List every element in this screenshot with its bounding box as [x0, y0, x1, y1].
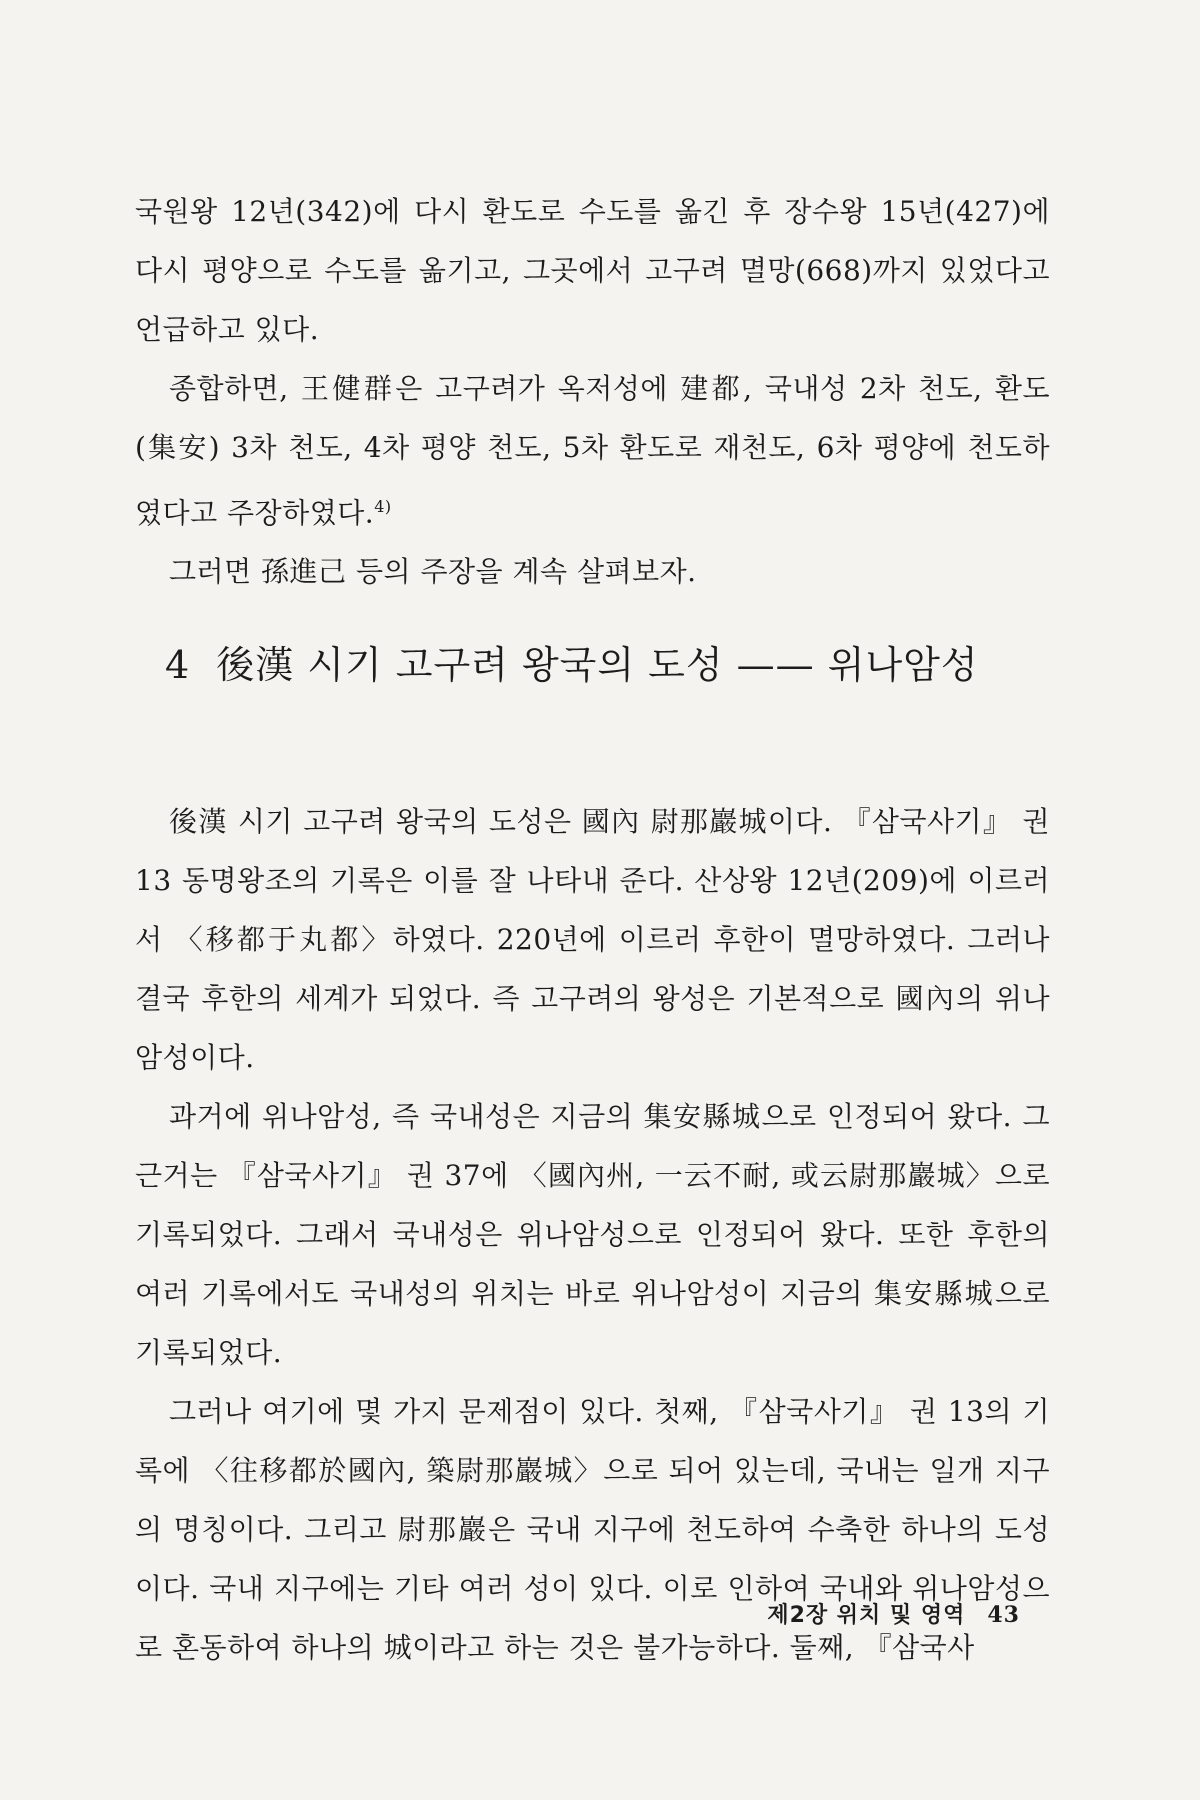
paragraph: 그러면 孫進己 등의 주장을 계속 살펴보자. [169, 555, 697, 589]
paragraph: 과거에 위나암성, 즉 국내성은 지금의 集安縣城으로 인정되어 왔다. 그 근거는 『삼국사기』 권 37에 〈國內州, 一云不耐, 或云尉那巖城〉으로 기록되었다. 그래서 국내성은 위나암성으로 인정되어 왔다. 또한 후한의 여러 기록에서도 국내성의 위치는 바로 위나암성이 지금의 集安縣城으로 기록되었다. [135, 1100, 1050, 1369]
paragraph: 그러나 여기에 몇 가지 문제점이 있다. 첫째, 『삼국사기』 권 13의 기록에 〈往移都於國內, 築尉那巖城〉으로 되어 있는데, 국내는 일개 지구의 명칭이다. 그리고 尉那巖은 국내 지구에 천도하여 수축한 하나의 도성이다. 국내 지구에는 기타 여러 성이 있다. 이로 인하여 국내와 위나암성으로 혼동하여 하나의 城이라고 하는 것은 불가능하다. 둘째, 『삼국사 [135, 1395, 1050, 1664]
section-heading [165, 640, 979, 690]
page-number: 43 [987, 1602, 1020, 1628]
section-number: 4 [165, 643, 191, 687]
section-title: 後漢 시기 고구려 왕국의 도성 —— 위나암성 [216, 643, 979, 687]
chapter-label: 제2장 위치 및 영역 [767, 1603, 966, 1628]
previous-section-text [135, 182, 1050, 601]
paragraph: 국원왕 12년(342)에 다시 환도로 수도를 옮긴 후 장수왕 15년(427)에 다시 평양으로 수도를 옮기고, 그곳에서 고구려 멸망(668)까지 있었다고 언급하고 있다. [135, 195, 1050, 346]
section-body-text [135, 792, 1050, 1677]
page-footer [767, 1598, 1020, 1629]
paragraph-text: 종합하면, 王健群은 고구려가 옥저성에 建都, 국내성 2차 천도, 환도(集安) 3차 천도, 4차 평양 천도, 5차 환도로 재천도, 6차 평양에 천도하였다고 주장하였다. [135, 372, 1050, 530]
footnote-marker: 4) [374, 497, 392, 516]
paragraph [135, 359, 1050, 542]
paragraph: 後漢 시기 고구려 왕국의 도성은 國內 尉那巖城이다. 『삼국사기』 권 13 동명왕조의 기록은 이를 잘 나타내 준다. 산상왕 12년(209)에 이르러서 〈移都于丸都〉하였다. 220년에 이르러 후한이 멸망하였다. 그러나 결국 후한의 세계가 되었다. 즉 고구려의 왕성은 기본적으로 國內의 위나암성이다. [135, 805, 1050, 1074]
